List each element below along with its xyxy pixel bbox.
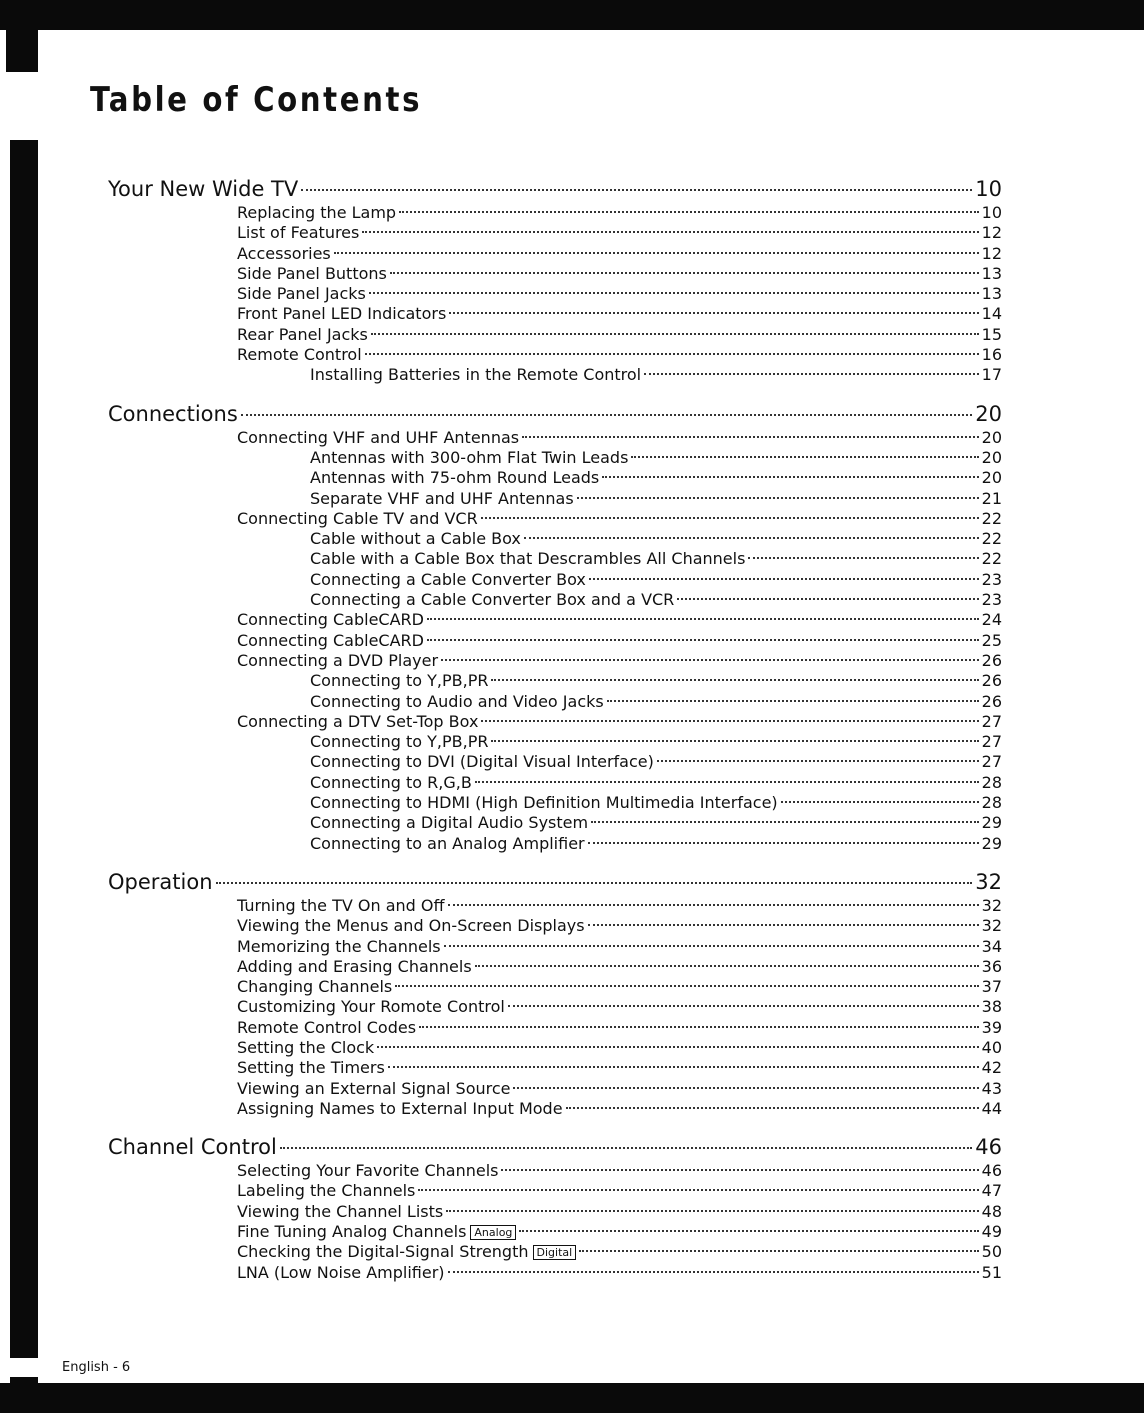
dot-leader: [491, 679, 978, 681]
toc-entry-title: [310, 752, 654, 772]
page-number: 10: [981, 203, 1002, 222]
dot-leader: [519, 1230, 978, 1232]
toc-entry-label: Selecting Your Favorite Channels: [237, 1161, 499, 1181]
toc-entry-label: Viewing an External Signal Source: [237, 1078, 511, 1098]
toc-entry-title: [310, 365, 641, 385]
dot-leader: [427, 618, 979, 620]
dot-leader: [644, 373, 979, 375]
page-number: 29: [981, 833, 1002, 853]
toc-entry[interactable]: [108, 244, 1002, 264]
dot-leader: [301, 189, 972, 191]
toc-entry-title: [237, 304, 446, 324]
toc-entry-label: Cable with a Cable Box that Descrambles All Channels: [310, 549, 746, 569]
toc-entry[interactable]: [108, 223, 1002, 243]
toc-entry-label: Installing Batteries in the Remote Control: [310, 365, 642, 385]
page-number: 26: [981, 650, 1002, 670]
toc-entry-label: Channel Control: [108, 1135, 277, 1160]
toc-entry-title: [310, 834, 585, 854]
toc-entry-label: Operation: [108, 869, 213, 894]
toc-entry-label: Side Panel Jacks: [237, 284, 366, 304]
toc-entry-title: [237, 631, 424, 651]
toc-entry-label: Customizing Your Romote Control: [237, 997, 505, 1017]
toc-entry-title: [237, 1161, 498, 1181]
dot-leader: [334, 252, 979, 254]
toc-entry-label: Cable without a Cable Box: [310, 529, 521, 549]
toc-entry-title: [237, 712, 478, 732]
dot-leader: [371, 333, 979, 335]
toc-entry-label: Setting the Clock: [237, 1037, 375, 1057]
dot-leader: [579, 1250, 978, 1252]
signal-type-badge: Digital: [533, 1245, 577, 1260]
dot-leader: [524, 537, 979, 539]
toc-entry-label: Your New Wide TV: [108, 177, 299, 201]
toc-entry[interactable]: [108, 916, 1002, 936]
toc-entry-title: [108, 176, 298, 203]
toc-entry-title: [310, 448, 628, 468]
toc-entry-title: [237, 244, 331, 264]
page-number: 42: [981, 1058, 1002, 1078]
toc-entry[interactable]: [108, 264, 1002, 284]
page-number: 12: [981, 243, 1002, 263]
toc-entry[interactable]: [108, 692, 1002, 712]
toc-entry-label: Separate VHF and UHF Antennas: [310, 488, 574, 508]
dot-leader: [508, 1005, 979, 1007]
toc-entry-title: [237, 345, 362, 365]
toc-entry-label: Labeling the Channels: [237, 1181, 416, 1201]
dot-leader: [677, 598, 978, 600]
dot-leader: [589, 578, 979, 580]
dot-leader: [522, 436, 979, 438]
dot-leader: [390, 272, 979, 274]
dot-leader: [427, 639, 979, 641]
toc-entry-title: [237, 1038, 374, 1058]
toc-entry-label: Connecting to Y,PB,PR: [310, 671, 489, 691]
page-footer: English - 6: [62, 1360, 131, 1375]
toc-entry-title: [310, 489, 574, 509]
toc-entry-title: [237, 1202, 443, 1222]
dot-leader: [419, 1026, 979, 1028]
toc-entry-title: [237, 284, 366, 304]
page-number: 26: [981, 671, 1002, 691]
dot-leader: [481, 517, 979, 519]
page-number: 16: [981, 345, 1002, 365]
toc-section-channel-control: [108, 1134, 1002, 1283]
toc-entry-title: [310, 529, 521, 549]
page-number: 46: [975, 1135, 1002, 1160]
toc-entry-label: Connecting a Cable Converter Box and a VCR: [310, 590, 675, 610]
toc-entry-label: Side Panel Buttons: [237, 263, 387, 283]
toc-entry[interactable]: [108, 203, 1002, 223]
toc-entry[interactable]: [108, 1242, 1002, 1262]
toc-entry-label: Adding and Erasing Channels: [237, 956, 472, 976]
toc-entry-title: [237, 957, 472, 977]
toc-entry[interactable]: [108, 793, 1002, 813]
toc-entry-title: [237, 1263, 445, 1283]
toc-entry[interactable]: [108, 1018, 1002, 1038]
page-number: 20: [975, 401, 1002, 426]
toc-entry[interactable]: [108, 671, 1002, 691]
toc-entry-title: [310, 549, 745, 569]
toc-entry-label: Connecting to R,G,B: [310, 772, 472, 792]
page-number: 15: [981, 324, 1002, 344]
dot-leader: [475, 965, 979, 967]
page-number: 23: [981, 569, 1002, 589]
toc-entry-title: [310, 692, 604, 712]
toc-entry[interactable]: [108, 1161, 1002, 1181]
toc-entry-label: Connecting VHF and UHF Antennas: [237, 427, 520, 447]
toc-entry[interactable]: [108, 1181, 1002, 1201]
page-number: 27: [981, 732, 1002, 752]
toc-entry-title: [310, 570, 586, 590]
page-number: 27: [981, 752, 1002, 772]
toc-entry-title: [310, 773, 472, 793]
toc-entry-title: [237, 937, 441, 957]
toc-entry[interactable]: [108, 365, 1002, 385]
page-title: Table of Contents: [90, 80, 423, 120]
toc-section-operation: [108, 869, 1002, 1119]
page-number: 43: [981, 1078, 1002, 1098]
toc-entry-title: [237, 509, 478, 529]
toc-entry[interactable]: [108, 712, 1002, 732]
dot-leader: [566, 1107, 979, 1109]
dot-leader: [280, 1147, 972, 1149]
dot-leader: [481, 720, 978, 722]
dot-leader: [631, 456, 978, 458]
page-number: 10: [975, 177, 1002, 201]
toc-entry-title: [237, 977, 392, 997]
toc-entry-title: [237, 1079, 510, 1099]
toc-entry-title: [237, 223, 359, 243]
dot-leader: [216, 882, 973, 884]
toc-section-heading[interactable]: [108, 176, 1002, 203]
toc-entry-label: List of Features: [237, 223, 360, 243]
toc-entry[interactable]: [108, 977, 1002, 997]
dot-leader: [448, 1271, 979, 1273]
toc-entry-label: Connecting to HDMI (High Definition Multimedia Interface): [310, 793, 778, 813]
toc-entry[interactable]: [108, 610, 1002, 630]
toc-entry-label: Connecting to an Analog Amplifier: [310, 833, 585, 853]
toc-entry-label: Turning the TV On and Off: [237, 895, 445, 915]
toc-entry[interactable]: [108, 570, 1002, 590]
toc-entry-title: [310, 590, 674, 610]
toc-entry[interactable]: [108, 957, 1002, 977]
page-number: 47: [981, 1181, 1002, 1201]
toc-entry-title: [310, 793, 778, 813]
bottom-black-bar: [0, 1383, 1144, 1413]
toc-entry-title: [310, 468, 599, 488]
toc-entry-title: [237, 1058, 385, 1078]
toc-entry[interactable]: [108, 1058, 1002, 1078]
dot-leader: [448, 904, 979, 906]
dot-leader: [395, 985, 978, 987]
toc-entry[interactable]: [108, 468, 1002, 488]
dot-leader: [388, 1066, 979, 1068]
page-number: 26: [981, 691, 1002, 711]
toc-entry-title: [310, 813, 588, 833]
toc-entry[interactable]: [108, 1222, 1002, 1242]
toc-entry[interactable]: [108, 1099, 1002, 1119]
toc-entry-label: Front Panel LED Indicators: [237, 304, 447, 324]
toc-entry-title: [237, 203, 396, 223]
dot-leader: [362, 231, 978, 233]
toc-entry-title: [237, 428, 519, 448]
toc-entry-label: Changing Channels: [237, 977, 393, 997]
dot-leader: [377, 1046, 978, 1048]
dot-leader: [748, 557, 978, 559]
toc-entry-title: [310, 671, 488, 691]
dot-leader: [602, 476, 978, 478]
page-number: 39: [981, 1017, 1002, 1037]
toc-entry-label: Connections: [108, 401, 238, 426]
toc-entry[interactable]: [108, 325, 1002, 345]
page-number: 27: [981, 711, 1002, 731]
toc-entry-label: Connecting a Digital Audio System: [310, 813, 589, 833]
toc-entry-title: [108, 401, 238, 428]
toc-entry-label: Antennas with 300-ohm Flat Twin Leads: [310, 447, 629, 467]
dot-leader: [369, 292, 979, 294]
dot-leader: [444, 945, 979, 947]
page-number: 22: [981, 508, 1002, 528]
toc-entry[interactable]: [108, 1038, 1002, 1058]
page-number: 12: [981, 223, 1002, 243]
page-number: 23: [981, 590, 1002, 610]
page-number: 14: [981, 304, 1002, 324]
toc-entry-title: [237, 1099, 563, 1119]
top-black-bar: [0, 0, 1144, 30]
toc-entry[interactable]: [108, 345, 1002, 365]
page-number: 22: [981, 529, 1002, 549]
page-number: 28: [981, 793, 1002, 813]
toc-entry[interactable]: [108, 529, 1002, 549]
toc-entry-title: [237, 896, 445, 916]
dot-leader: [365, 353, 979, 355]
toc-entry[interactable]: [108, 937, 1002, 957]
toc-entry[interactable]: [108, 1202, 1002, 1222]
dot-leader: [446, 1210, 978, 1212]
toc-entry-label: Assigning Names to External Input Mode: [237, 1098, 563, 1118]
toc-entry-label: Memorizing the Channels: [237, 936, 441, 956]
page-number: 51: [981, 1262, 1002, 1282]
toc-entry-title: [237, 1018, 416, 1038]
dot-leader: [399, 211, 979, 213]
toc-section-your-new-wide-tv: [108, 176, 1002, 386]
toc-entry[interactable]: [108, 284, 1002, 304]
toc-entry-title: [237, 997, 505, 1017]
toc-entry-label: Connecting a Cable Converter Box: [310, 569, 586, 589]
page-number: 32: [981, 895, 1002, 915]
toc-entry[interactable]: [108, 448, 1002, 468]
page-number: 20: [981, 447, 1002, 467]
page-number: 46: [981, 1161, 1002, 1181]
dot-leader: [588, 842, 979, 844]
toc-entry-title: [108, 1134, 277, 1161]
toc-section-connections: [108, 401, 1002, 854]
toc-entry[interactable]: [108, 1079, 1002, 1099]
page-number: 22: [981, 549, 1002, 569]
page-number: 20: [981, 468, 1002, 488]
table-of-contents: [108, 176, 1002, 1298]
dot-leader: [607, 700, 979, 702]
page-number: 28: [981, 772, 1002, 792]
dot-leader: [418, 1189, 978, 1191]
toc-entry[interactable]: [108, 773, 1002, 793]
toc-entry-label: LNA (Low Noise Amplifier): [237, 1262, 445, 1282]
dot-leader: [241, 414, 973, 416]
page-number: 37: [981, 977, 1002, 997]
toc-entry-label: Accessories: [237, 243, 331, 263]
dot-leader: [475, 781, 979, 783]
toc-entry[interactable]: [108, 509, 1002, 529]
toc-entry-label: Fine Tuning Analog Channels: [237, 1222, 467, 1242]
page-number: 29: [981, 813, 1002, 833]
toc-entry-title: [108, 869, 213, 896]
toc-entry-label: Antennas with 75-ohm Round Leads: [310, 468, 600, 488]
toc-entry-label: Connecting to DVI (Digital Visual Interface): [310, 752, 654, 772]
page-number: 44: [981, 1098, 1002, 1118]
toc-entry[interactable]: [108, 752, 1002, 772]
page-number: 40: [981, 1037, 1002, 1057]
signal-type-badge: Analog: [470, 1225, 516, 1240]
page-number: 36: [981, 956, 1002, 976]
toc-entry-title: [237, 916, 585, 936]
toc-entry[interactable]: [108, 732, 1002, 752]
toc-entry-label: Remote Control Codes: [237, 1017, 417, 1037]
dot-leader: [657, 760, 979, 762]
toc-entry-label: Connecting CableCARD: [237, 610, 424, 630]
dot-leader: [491, 740, 978, 742]
toc-entry-label: Replacing the Lamp: [237, 203, 397, 222]
toc-entry-label: Remote Control: [237, 345, 362, 365]
page-number: 21: [981, 488, 1002, 508]
toc-entry-title: [237, 651, 438, 671]
dot-leader: [577, 497, 979, 499]
toc-entry[interactable]: [108, 549, 1002, 569]
toc-entry-label: Viewing the Channel Lists: [237, 1201, 444, 1221]
toc-entry-title: [237, 1181, 415, 1201]
page-number: 25: [981, 630, 1002, 650]
toc-entry-title: [237, 325, 368, 345]
page-number: 20: [981, 427, 1002, 447]
toc-entry[interactable]: [108, 651, 1002, 671]
page-number: 13: [981, 284, 1002, 304]
page-number: 48: [981, 1201, 1002, 1221]
toc-entry-label: Viewing the Menus and On-Screen Displays: [237, 916, 585, 936]
page-number: 38: [981, 997, 1002, 1017]
dot-leader: [588, 924, 979, 926]
toc-entry-title: [237, 610, 424, 630]
toc-entry[interactable]: [108, 489, 1002, 509]
page-number: 24: [981, 610, 1002, 630]
dot-leader: [441, 659, 979, 661]
toc-entry-label: Connecting a DTV Set-Top Box: [237, 711, 479, 731]
page-number: 49: [981, 1222, 1002, 1242]
toc-section-heading[interactable]: [108, 1134, 1002, 1161]
toc-section-heading[interactable]: [108, 869, 1002, 896]
page-number: 50: [981, 1242, 1002, 1262]
toc-entry-label: Connecting a DVD Player: [237, 650, 439, 670]
toc-entry[interactable]: [108, 428, 1002, 448]
toc-entry-title: [237, 264, 387, 284]
toc-section-heading[interactable]: [108, 401, 1002, 428]
page-number: 32: [975, 869, 1002, 894]
dot-leader: [449, 312, 978, 314]
toc-entry[interactable]: [108, 631, 1002, 651]
toc-entry[interactable]: [108, 590, 1002, 610]
toc-entry-label: Connecting CableCARD: [237, 630, 424, 650]
toc-entry[interactable]: [108, 834, 1002, 854]
toc-entry-title: [310, 732, 488, 752]
page-number: 34: [981, 936, 1002, 956]
dot-leader: [591, 821, 979, 823]
toc-entry-label: Connecting to Audio and Video Jacks: [310, 691, 604, 711]
dot-leader: [501, 1169, 978, 1171]
toc-entry[interactable]: [108, 813, 1002, 833]
page-number: 13: [981, 263, 1002, 283]
toc-entry-label: Rear Panel Jacks: [237, 324, 368, 344]
toc-entry-title: [237, 1242, 576, 1262]
side-black-bar: [10, 140, 38, 1358]
toc-entry[interactable]: [108, 1263, 1002, 1283]
side-bar-stub: [6, 28, 38, 72]
toc-entry[interactable]: [108, 997, 1002, 1017]
toc-entry-label: Setting the Timers: [237, 1058, 385, 1078]
toc-entry[interactable]: [108, 896, 1002, 916]
toc-entry-title: [237, 1222, 516, 1242]
toc-entry[interactable]: [108, 304, 1002, 324]
page-number: 17: [981, 365, 1002, 385]
dot-leader: [781, 801, 979, 803]
toc-entry-label: Checking the Digital-Signal Strength: [237, 1242, 529, 1262]
page-number: 32: [981, 916, 1002, 936]
toc-entry-label: Connecting to Y,PB,PR: [310, 732, 489, 752]
dot-leader: [513, 1087, 978, 1089]
toc-entry-label: Connecting Cable TV and VCR: [237, 508, 478, 528]
